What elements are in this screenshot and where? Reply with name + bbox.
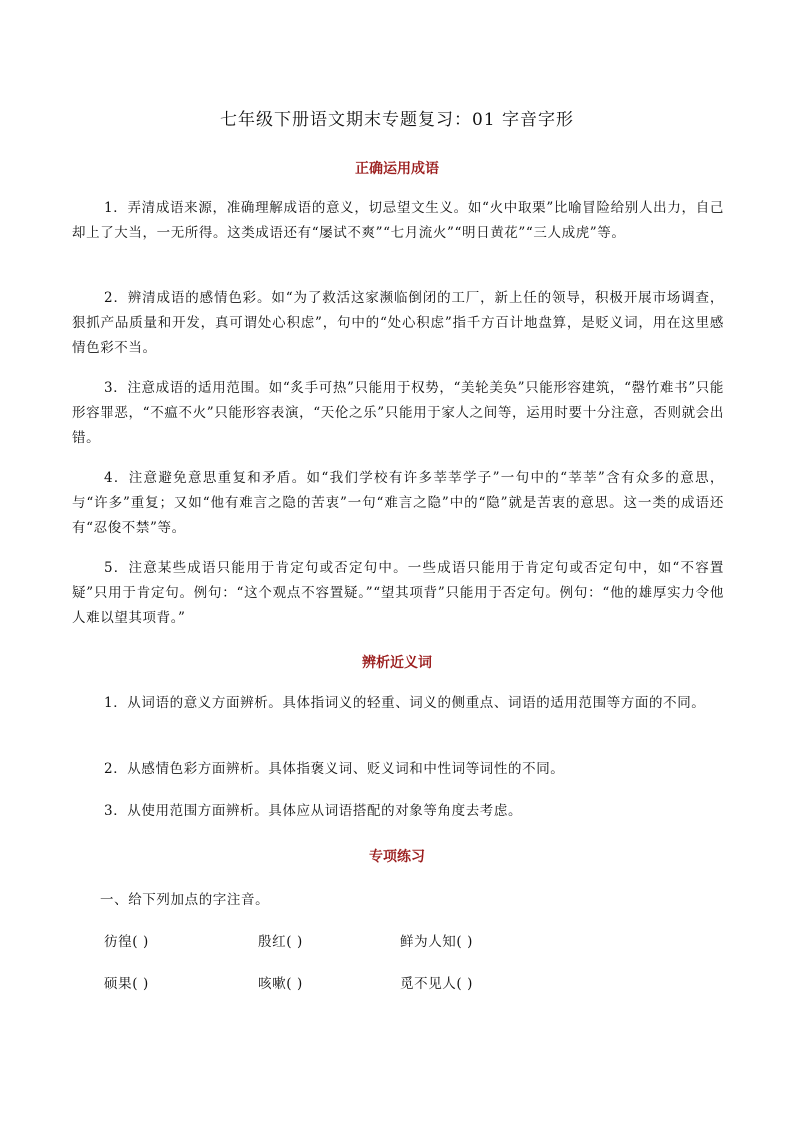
paragraph: 2．从感情色彩方面辨析。具体指褒义词、贬义词和中性词等词性的不同。 (104, 761, 565, 777)
exercise-word: 咳嗽 (258, 976, 287, 992)
exercise-item (104, 972, 149, 992)
paragraph: 3．从使用范围方面辨析。具体应从词语搭配的对象等角度去考虑。 (104, 803, 523, 819)
answer-blank[interactable]: ( ) (132, 976, 149, 992)
exercise-word: 硕果 (104, 976, 133, 992)
exercise-item (258, 930, 303, 950)
paragraph: 1．弄清成语来源，准确理解成语的意义，切忌望文生义。如“火中取栗”比喻冒险给别人出力，自己却上了大当，一无所得。这类成语还有“屡试不爽”“七月流火”“明日黄花”“三人成虎”等。 (72, 200, 724, 241)
exercise-word: 彷徨 (104, 934, 133, 950)
page-title: 七年级下册语文期末专题复习：01 字音字形 (219, 110, 575, 130)
paragraph: 2．辨清成语的感情色彩。如“为了救活这家濒临倒闭的工厂，新上任的领导，积极开展市场调查，狠抓产品质量和开发，真可谓处心积虑”，句中的“处心积虑”指千方百计地盘算，是贬义词，用在这里感情色彩不当。 (72, 290, 724, 356)
paragraph: 4．注意避免意思重复和矛盾。如“我们学校有许多莘莘学子”一句中的“莘莘”含有众多的意思，与“许多”重复；又如“他有难言之隐的苦衷”一句“难言之隐”中的“隐”就是苦衷的意思。这一类的成语还有“忍俊不禁”等。 (72, 470, 724, 536)
answer-blank[interactable]: ( ) (456, 976, 474, 992)
section-heading-synonyms: 辨析近义词 (362, 655, 432, 671)
paragraph: 3．注意成语的适用范围。如“炙手可热”只能用于权势，“美轮美奂”只能形容建筑，“罄竹难书”只能形容罪恶，“不瘟不火”只能形容表演，“天伦之乐”只能用于家人之间等，运用时要十分注意，否则就会出错。 (72, 380, 724, 446)
paragraph: 5．注意某些成语只能用于肯定句或否定句中。一些成语只能用于肯定句或否定句中，如“不容置疑”只用于肯定句。例句：“这个观点不容置疑。”“望其项背”只能用于否定句。例句：“他的雄厚实力令他人难以望其项背。” (72, 560, 724, 626)
exercise-word: 殷红 (258, 934, 287, 950)
answer-blank[interactable]: ( ) (456, 934, 474, 950)
exercise-word: 鲜为人知 (400, 934, 457, 950)
exercise-item (400, 930, 473, 950)
exercise-item (400, 972, 473, 992)
answer-blank[interactable]: ( ) (286, 934, 303, 950)
exercise-item (104, 930, 149, 950)
exercise-item (258, 972, 303, 992)
section-heading-exercise: 专项练习 (369, 849, 425, 865)
exercise-question: 一、给下列加点的字注音。 (100, 892, 270, 908)
answer-blank[interactable]: ( ) (132, 934, 149, 950)
answer-blank[interactable]: ( ) (286, 976, 303, 992)
paragraph: 1．从词语的意义方面辨析。具体指词义的轻重、词义的侧重点、词语的适用范围等方面的不同。 (104, 695, 706, 711)
exercise-word: 觅不见人 (400, 976, 457, 992)
section-heading-idioms: 正确运用成语 (355, 161, 439, 177)
